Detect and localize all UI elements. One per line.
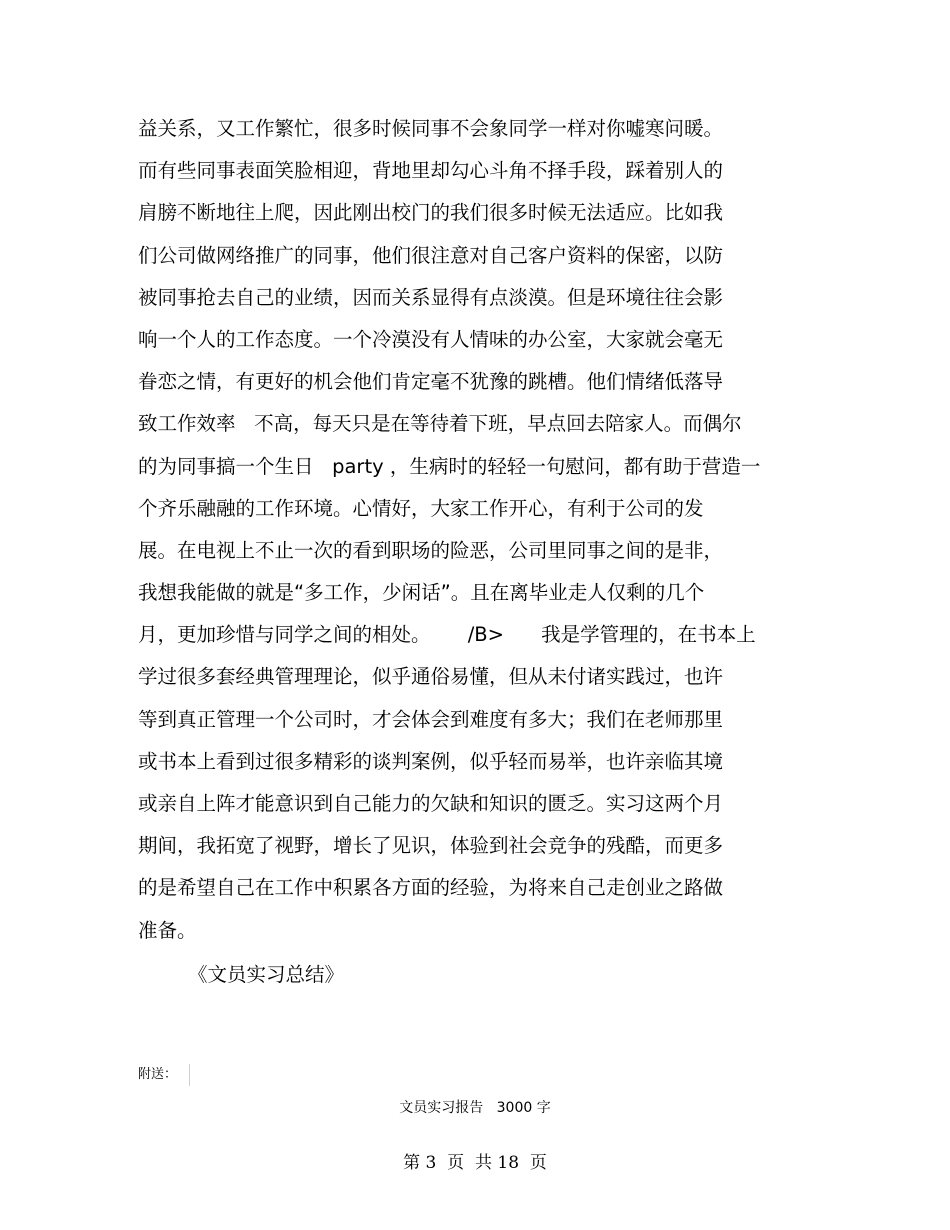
text-line: 响一个人的工作态度。一个冷漠没有人情味的办公室，大家就会毫无 bbox=[138, 327, 724, 351]
page-number: 第 3 页 共 18 页 bbox=[403, 1153, 547, 1173]
attachment-row bbox=[138, 1064, 190, 1086]
text-line: 我想我能做的就是“多工作，少闲话”。且在离毕业走人仅剩的几个 bbox=[138, 581, 705, 605]
attachment-divider bbox=[189, 1064, 190, 1086]
text-line: 的为同事搞一个生日 party ，生病时的轻轻一句慰问，都有助于营造一 bbox=[138, 454, 761, 478]
text-line: 展。在电视上不止一次的看到职场的险恶，公司里同事之间的是非， bbox=[138, 538, 724, 562]
text-line: 致工作效率 不高，每天只是在等待着下班，早点回去陪家人。而偶尔 bbox=[138, 412, 742, 436]
text-line: 学过很多套经典管理理论，似乎通俗易懂，但从未付诸实践过，也许 bbox=[138, 665, 724, 689]
body-text bbox=[138, 108, 798, 952]
text-line: 而有些同事表面笑脸相迎，背地里却勾心斗角不择手段，踩着别人的 bbox=[138, 159, 724, 183]
text-line: 眷恋之情，有更好的机会他们肯定毫不犹豫的跳槽。他们情绪低落导 bbox=[138, 370, 724, 394]
attachment-title: 文员实习报告 3000 字 bbox=[399, 1100, 551, 1116]
document-title: 《文员实习总结》 bbox=[188, 963, 345, 986]
attachment-label: 附送： bbox=[138, 1067, 178, 1082]
text-line: 个齐乐融融的工作环境。心情好，大家工作开心，有利于公司的发 bbox=[138, 496, 704, 520]
text-line: 准备。 bbox=[138, 918, 197, 942]
text-line: 或书本上看到过很多精彩的谈判案例，似乎轻而易举，也许亲临其境 bbox=[138, 749, 724, 773]
text-line: 等到真正管理一个公司时，才会体会到难度有多大；我们在老师那里 bbox=[138, 707, 724, 731]
text-line: 肩膀不断地往上爬，因此刚出校门的我们很多时候无法适应。比如我 bbox=[138, 201, 724, 225]
text-line: 期间，我拓宽了视野，增长了见识，体验到社会竞争的残酷，而更多 bbox=[138, 834, 724, 858]
text-line: 或亲自上阵才能意识到自己能力的欠缺和知识的匮乏。实习这两个月 bbox=[138, 792, 724, 815]
text-line: 的是希望自己在工作中积累各方面的经验，为将来自己走创业之路做 bbox=[138, 876, 724, 900]
text-line: 益关系，又工作繁忙，很多时候同事不会象同学一样对你嘘寒问暖。 bbox=[138, 117, 724, 140]
text-line: 月，更加珍惜与同学之间的相处。 /B> 我是学管理的，在书本上 bbox=[138, 623, 756, 647]
text-line: 被同事抢去自己的业绩，因而关系显得有点淡漠。但是环境往往会影 bbox=[138, 285, 724, 309]
text-line: 们公司做网络推广的同事，他们很注意对自己客户资料的保密，以防 bbox=[138, 243, 724, 267]
